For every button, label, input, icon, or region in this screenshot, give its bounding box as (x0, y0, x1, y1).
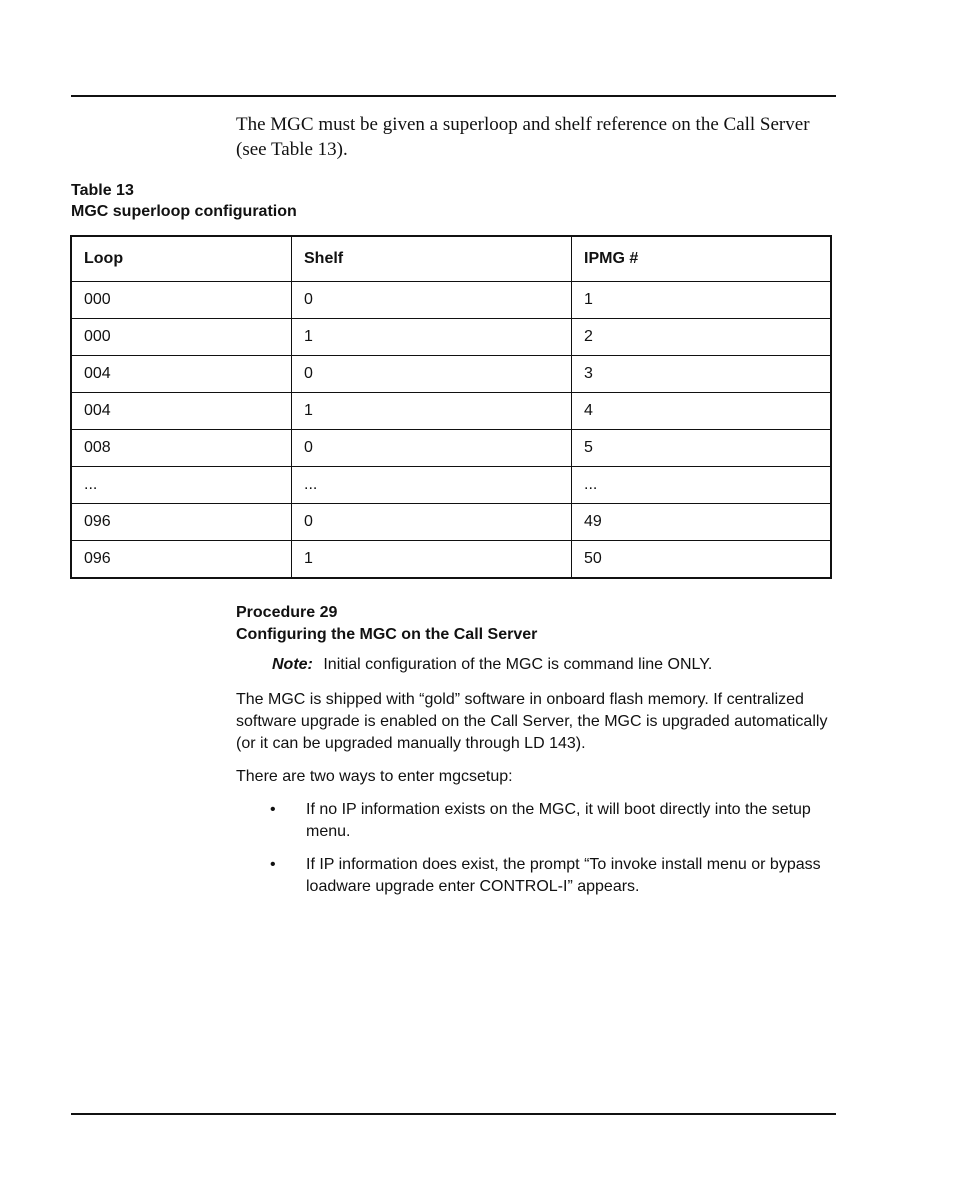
bullet-icon: • (270, 856, 276, 873)
table-caption (71, 180, 297, 222)
procedure-heading (236, 602, 537, 646)
cell-shelf: 1 (292, 541, 572, 579)
cell-loop: 096 (71, 541, 292, 579)
cell-loop: ... (71, 467, 292, 504)
cell-ipmg: 4 (572, 393, 832, 430)
top-rule (71, 95, 836, 97)
cell-ipmg: ... (572, 467, 832, 504)
list-item-text: If no IP information exists on the MGC, it will boot directly into the setup menu. (306, 801, 811, 840)
header-shelf: Shelf (292, 236, 572, 282)
procedure-label: Procedure 29 (236, 604, 338, 621)
cell-ipmg: 3 (572, 356, 832, 393)
header-loop: Loop (71, 236, 292, 282)
intro-paragraph: The MGC must be given a superloop and shelf reference on the Call Server (see Table 13). (236, 114, 810, 160)
body-paragraph: There are two ways to enter mgcsetup: (236, 768, 513, 785)
note (272, 656, 712, 674)
bullet-icon: • (270, 801, 276, 818)
table-row (71, 282, 831, 319)
table-row (71, 356, 831, 393)
cell-loop: 008 (71, 430, 292, 467)
table-row (71, 504, 831, 541)
header-ipmg: IPMG # (572, 236, 832, 282)
note-text: Initial configuration of the MGC is command line ONLY. (323, 656, 713, 673)
cell-ipmg: 2 (572, 319, 832, 356)
list-item-text: If IP information does exist, the prompt “To invoke install menu or bypass loadware upgrade enter CONTROL-I” appears. (306, 856, 821, 895)
note-label: Note: (272, 656, 313, 673)
body-paragraph: The MGC is shipped with “gold” software in onboard flash memory. If centralized software upgrade is enabled on the Call Server, the MGC is upgraded automatically (or it can be upgraded manually through LD 143). (236, 691, 828, 752)
cell-ipmg: 5 (572, 430, 832, 467)
cell-loop: 004 (71, 393, 292, 430)
table-row (71, 430, 831, 467)
cell-shelf: 0 (292, 282, 572, 319)
cell-ipmg: 1 (572, 282, 832, 319)
table-label: Table 13 (71, 182, 134, 199)
table-header-row (71, 236, 831, 282)
table-row (71, 541, 831, 579)
cell-shelf: 0 (292, 356, 572, 393)
superloop-table (70, 235, 832, 579)
cell-ipmg: 49 (572, 504, 832, 541)
cell-loop: 004 (71, 356, 292, 393)
cell-loop: 096 (71, 504, 292, 541)
cell-shelf: 0 (292, 504, 572, 541)
cell-shelf: ... (292, 467, 572, 504)
table-row (71, 393, 831, 430)
table-title: MGC superloop configuration (71, 203, 297, 220)
procedure-title: Configuring the MGC on the Call Server (236, 626, 538, 643)
table-row (71, 319, 831, 356)
cell-loop: 000 (71, 282, 292, 319)
table-row (71, 467, 831, 504)
cell-shelf: 0 (292, 430, 572, 467)
cell-shelf: 1 (292, 393, 572, 430)
cell-shelf: 1 (292, 319, 572, 356)
bottom-rule (71, 1113, 836, 1115)
cell-ipmg: 50 (572, 541, 832, 579)
cell-loop: 000 (71, 319, 292, 356)
